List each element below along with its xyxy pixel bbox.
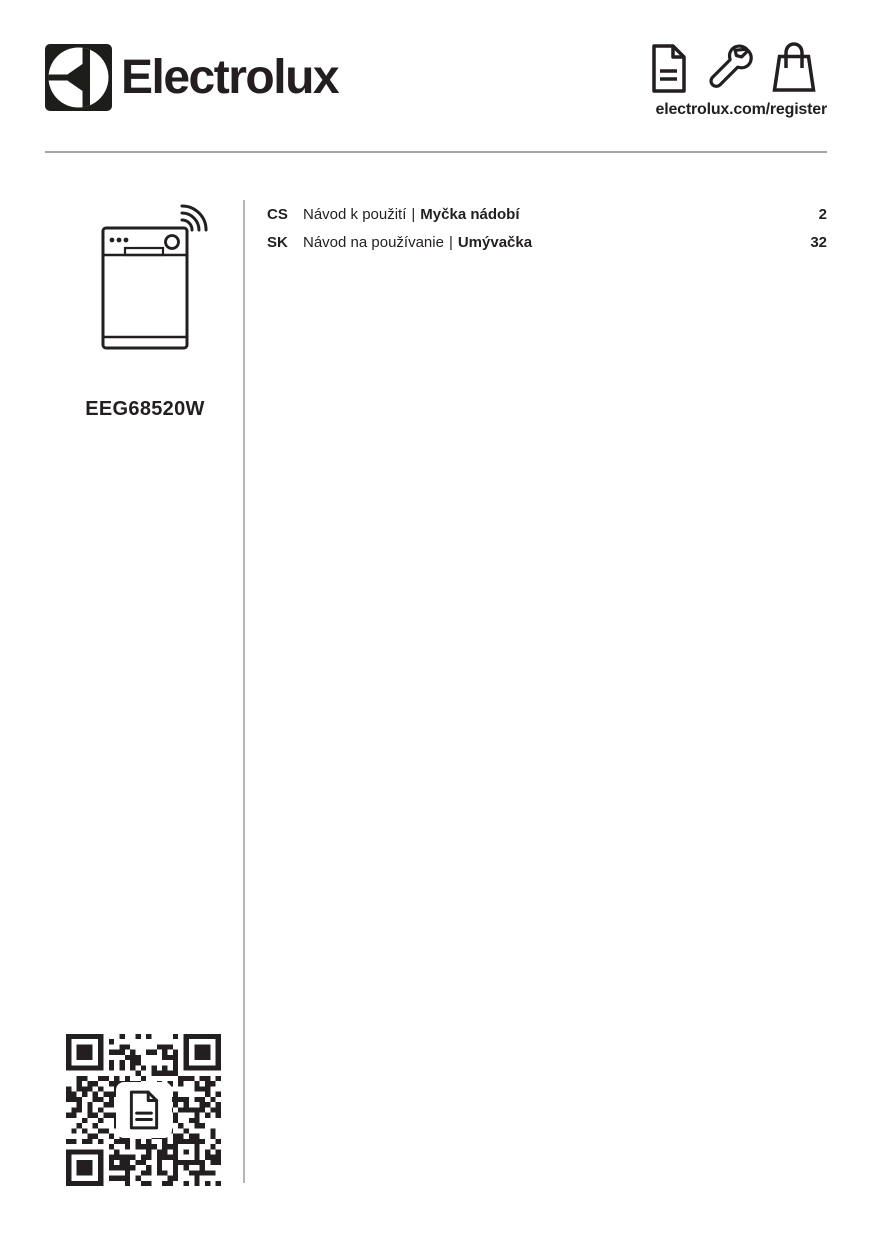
- language-code: CS: [267, 205, 288, 223]
- qr-code-block: [66, 1034, 221, 1186]
- manual-title: Návod k použití: [303, 205, 407, 223]
- electrolux-symbol-icon: [45, 44, 112, 111]
- register-icons: [649, 40, 819, 94]
- qr-center-badge: [116, 1082, 172, 1138]
- dishwasher-wifi-icon: [96, 194, 216, 352]
- column-divider: [243, 200, 245, 1183]
- brand-wordmark: Electrolux: [121, 51, 339, 104]
- language-code: SK: [267, 233, 288, 251]
- appliance-name: Umývačka: [457, 233, 533, 251]
- wrench-icon: [702, 42, 754, 94]
- language-index: [267, 200, 827, 256]
- toc-row-sk: [267, 228, 827, 256]
- shopping-bag-icon: [769, 40, 819, 94]
- register-block: [649, 40, 827, 119]
- electrolux-logo: [45, 44, 338, 111]
- model-number: EEG68520W: [85, 398, 205, 420]
- title-separator: |: [448, 233, 453, 251]
- manual-title: Návod na používanie: [303, 233, 444, 251]
- page-number: 32: [810, 233, 827, 251]
- document-icon: [649, 44, 687, 94]
- page-number: 2: [818, 205, 827, 223]
- title-separator: |: [411, 205, 416, 223]
- document-icon: [128, 1090, 160, 1130]
- register-url: electrolux.com/register: [655, 101, 827, 118]
- header-divider: [45, 151, 827, 153]
- appliance-name: Myčka nádobí: [420, 205, 520, 223]
- toc-row-cs: [267, 200, 827, 228]
